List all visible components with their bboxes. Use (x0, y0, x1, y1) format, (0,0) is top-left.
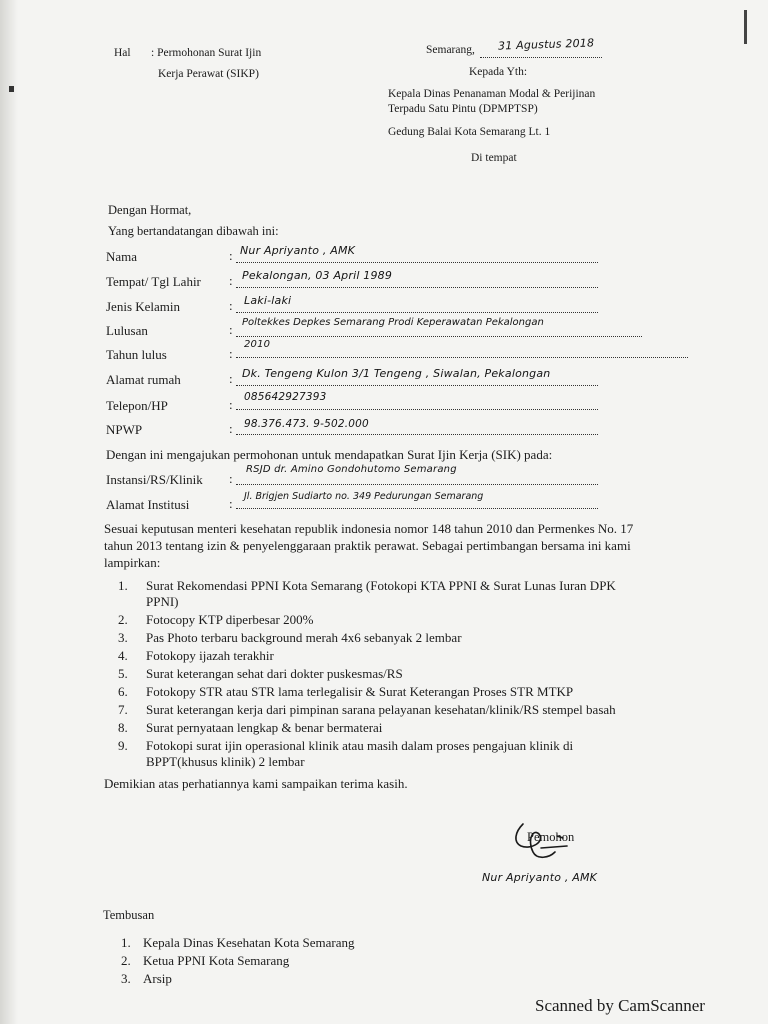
date-handwritten: 31 Agustus 2018 (497, 36, 595, 53)
field-colon: : (229, 346, 233, 361)
list-item-text: Surat Rekomendasi PPNI Kota Semarang (Fotokopi KTA PPNI & Surat Lunas Iuran DPK (146, 578, 616, 593)
field-dotted-line (236, 434, 598, 435)
field-dotted-line (236, 287, 598, 288)
signature-name: Nur Apriyanto , AMK (482, 871, 598, 884)
hal-subject-line1: : Permohonan Surat Ijin (151, 47, 262, 59)
list-item-text: Surat keterangan sehat dari dokter puskesmas/RS (146, 666, 403, 681)
field-colon: : (229, 471, 233, 486)
list-item-text: Pas Photo terbaru background merah 4x6 sebanyak 2 lembar (146, 630, 462, 645)
attachments-list (118, 578, 678, 770)
date-dotted-line (480, 57, 602, 58)
list-item (118, 648, 678, 664)
list-item-text: Arsip (143, 971, 172, 986)
field-value-lulusan: Poltekkes Depkes Semarang Prodi Keperawatan Pekalongan (242, 317, 544, 328)
punch-hole-mark (9, 86, 14, 92)
scanner-watermark: Scanned by CamScanner (535, 996, 705, 1015)
place-date-prefix: Semarang, (426, 44, 475, 56)
field-value-telepon: 085642927393 (244, 391, 327, 403)
field-colon: : (229, 397, 233, 412)
field-colon: : (229, 273, 233, 288)
field-dotted-line (236, 336, 642, 337)
field-dotted-line (236, 385, 598, 386)
intro-line: Yang bertandatangan dibawah ini: (108, 224, 279, 238)
list-item-text: Kepala Dinas Kesehatan Kota Semarang (143, 935, 355, 950)
list-item (118, 630, 678, 646)
field-label-instansi: Instansi/RS/Klinik (106, 472, 203, 487)
list-item-number: 1. (121, 935, 131, 950)
list-item-text: Fotocopy KTP diperbesar 200% (146, 612, 314, 627)
list-item-number: 7. (118, 702, 128, 717)
basis-line2: tahun 2013 tentang izin & penyelenggaraan praktik perawat. Sebagai pertimbangan bersama ini kami (104, 538, 631, 553)
list-item (121, 935, 355, 951)
scan-edge-shadow (0, 0, 18, 1024)
field-value-tempat-tgl-lahir: Pekalongan, 03 April 1989 (242, 269, 393, 282)
field-value-alamat-rumah: Dk. Tengeng Kulon 3/1 Tengeng , Siwalan, Pekalongan (242, 367, 551, 380)
list-item-text: Ketua PPNI Kota Semarang (143, 953, 290, 968)
list-item (121, 953, 355, 969)
list-item (118, 666, 678, 682)
field-label-tahun-lulus: Tahun lulus (106, 347, 167, 362)
field-colon: : (229, 248, 233, 263)
field-label-jenis-kelamin: Jenis Kelamin (106, 299, 181, 314)
list-item-text: Fotokopy ijazah terakhir (146, 648, 274, 663)
field-label-nama: Nama (106, 249, 138, 264)
field-label-telepon: Telepon/HP (106, 398, 168, 413)
list-item (118, 720, 678, 736)
field-dotted-line (236, 262, 598, 263)
hal-subject-line2: Kerja Perawat (SIKP) (158, 68, 259, 80)
list-item-number: 1. (118, 578, 128, 593)
list-item-number: 2. (118, 612, 128, 627)
field-value-nama: Nur Apriyanto , AMK (240, 244, 356, 257)
field-value-instansi: RSJD dr. Amino Gondohutomo Semarang (246, 464, 457, 475)
field-dotted-line (236, 508, 598, 509)
list-item-number: 6. (118, 684, 128, 699)
field-value-tahun-lulus: 2010 (244, 339, 271, 350)
list-item (118, 702, 678, 718)
list-item-number: 5. (118, 666, 128, 681)
field-value-alamat-institusi: Jl. Brigjen Sudiarto no. 349 Pedurungan Semarang (244, 491, 484, 502)
list-item (118, 738, 678, 770)
list-item-number: 9. (118, 738, 128, 753)
scan-edge-mark (744, 10, 747, 44)
field-colon: : (229, 298, 233, 313)
field-colon: : (229, 496, 233, 511)
field-dotted-line (236, 312, 598, 313)
field-dotted-line (236, 409, 598, 410)
request-statement: Dengan ini mengajukan permohonan untuk mendapatkan Surat Ijin Kerja (SIK) pada: (106, 447, 553, 462)
field-label-npwp: NPWP (106, 422, 143, 437)
kepada-yth: Kepada Yth: (469, 66, 528, 78)
field-label-alamat-rumah: Alamat rumah (106, 372, 181, 387)
signature-scribble (505, 812, 595, 870)
field-value-npwp: 98.376.473. 9-502.000 (244, 418, 369, 430)
list-item-text: Fotokopi surat ijin operasional klinik atau masih dalam proses pengajuan klinik di (146, 738, 574, 753)
field-label-alamat-institusi: Alamat Institusi (106, 497, 190, 512)
list-item-text: BPPT(khusus klinik) 2 lembar (146, 754, 305, 769)
field-label-lulusan: Lulusan (106, 323, 148, 338)
list-item-number: 8. (118, 720, 128, 735)
signature-role: Pemohon (527, 830, 575, 844)
list-item-text: Fotokopy STR atau STR lama terlegalisir & Surat Keterangan Proses STR MTKP (146, 684, 574, 699)
field-colon: : (229, 371, 233, 386)
hal-label: Hal (114, 47, 131, 59)
greeting: Dengan Hormat, (108, 203, 192, 217)
list-item-number: 4. (118, 648, 128, 663)
list-item-text: Surat pernyataan lengkap & benar bermaterai (146, 720, 383, 735)
list-item-number: 3. (118, 630, 128, 645)
field-label-tempat-tgl-lahir: Tempat/ Tgl Lahir (106, 274, 201, 289)
list-item (118, 612, 678, 628)
list-item-text: PPNI) (146, 594, 179, 609)
list-item (118, 578, 678, 610)
cc-list (121, 935, 355, 987)
basis-line1: Sesuai keputusan menteri kesehatan republik indonesia nomor 148 tahun 2010 dan Permenkes No. 17 (104, 521, 634, 536)
field-value-jenis-kelamin: Laki-laki (244, 294, 292, 307)
recipient-line1: Kepala Dinas Penanaman Modal & Perijinan (388, 88, 596, 100)
list-item (118, 684, 678, 700)
field-colon: : (229, 421, 233, 436)
field-colon: : (229, 322, 233, 337)
cc-title: Tembusan (103, 908, 155, 922)
list-item-number: 3. (121, 971, 131, 986)
field-dotted-line (236, 484, 598, 485)
list-item-text: Surat keterangan kerja dari pimpinan sarana pelayanan kesehatan/klinik/RS stempel basah (146, 702, 616, 717)
list-item (121, 971, 355, 987)
recipient-line3: Gedung Balai Kota Semarang Lt. 1 (388, 126, 551, 138)
closing-line: Demikian atas perhatiannya kami sampaikan terima kasih. (104, 776, 408, 791)
list-item-number: 2. (121, 953, 131, 968)
recipient-line2: Terpadu Satu Pintu (DPMPTSP) (388, 103, 538, 115)
field-dotted-line (236, 357, 688, 358)
di-tempat: Di tempat (471, 152, 517, 164)
basis-line3: lampirkan: (104, 555, 161, 570)
